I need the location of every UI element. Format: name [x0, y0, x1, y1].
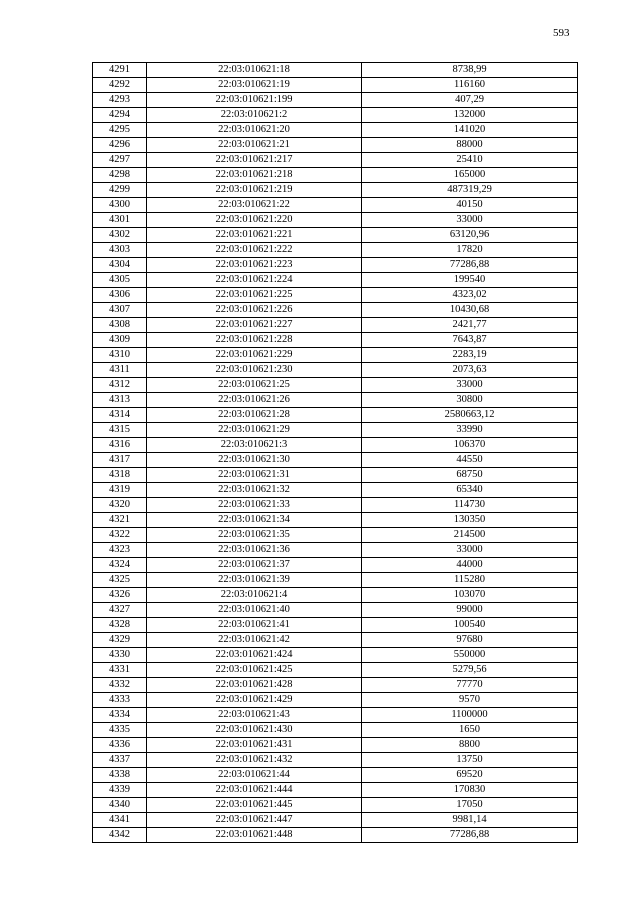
value-cell: 63120,96: [362, 228, 578, 243]
value-cell: 77770: [362, 678, 578, 693]
table-row: [93, 288, 578, 303]
value-cell: 77286,88: [362, 258, 578, 273]
row-number-cell: 4319: [93, 483, 147, 498]
row-number-cell: 4317: [93, 453, 147, 468]
cadastral-number-cell: 22:03:010621:228: [147, 333, 362, 348]
value-cell: 141020: [362, 123, 578, 138]
cadastral-number-cell: 22:03:010621:26: [147, 393, 362, 408]
row-number-cell: 4291: [93, 63, 147, 78]
row-number-cell: 4311: [93, 363, 147, 378]
table-row: [93, 588, 578, 603]
row-number-cell: 4323: [93, 543, 147, 558]
cadastral-number-cell: 22:03:010621:29: [147, 423, 362, 438]
cadastral-number-cell: 22:03:010621:225: [147, 288, 362, 303]
cadastral-number-cell: 22:03:010621:19: [147, 78, 362, 93]
row-number-cell: 4306: [93, 288, 147, 303]
cadastral-number-cell: 22:03:010621:218: [147, 168, 362, 183]
table-row: [93, 393, 578, 408]
table-row: [93, 93, 578, 108]
table-row: [93, 738, 578, 753]
row-number-cell: 4307: [93, 303, 147, 318]
row-number-cell: 4326: [93, 588, 147, 603]
cadastral-number-cell: 22:03:010621:3: [147, 438, 362, 453]
page-number: 593: [553, 27, 570, 39]
cadastral-number-cell: 22:03:010621:227: [147, 318, 362, 333]
cadastral-number-cell: 22:03:010621:448: [147, 828, 362, 843]
row-number-cell: 4336: [93, 738, 147, 753]
row-number-cell: 4322: [93, 528, 147, 543]
row-number-cell: 4308: [93, 318, 147, 333]
table-row: [93, 573, 578, 588]
cadastral-number-cell: 22:03:010621:28: [147, 408, 362, 423]
cadastral-number-cell: 22:03:010621:37: [147, 558, 362, 573]
table-row: [93, 813, 578, 828]
table-row: [93, 558, 578, 573]
cadastral-number-cell: 22:03:010621:432: [147, 753, 362, 768]
cadastral-number-cell: 22:03:010621:429: [147, 693, 362, 708]
cadastral-number-cell: 22:03:010621:39: [147, 573, 362, 588]
table-row: [93, 693, 578, 708]
table-row: [93, 273, 578, 288]
data-table: [92, 62, 578, 843]
row-number-cell: 4337: [93, 753, 147, 768]
cadastral-number-cell: 22:03:010621:223: [147, 258, 362, 273]
cadastral-number-cell: 22:03:010621:220: [147, 213, 362, 228]
table-row: [93, 258, 578, 273]
value-cell: 77286,88: [362, 828, 578, 843]
table-row: [93, 138, 578, 153]
value-cell: 1650: [362, 723, 578, 738]
value-cell: 106370: [362, 438, 578, 453]
table-row: [93, 708, 578, 723]
table-row: [93, 678, 578, 693]
value-cell: 4323,02: [362, 288, 578, 303]
row-number-cell: 4325: [93, 573, 147, 588]
table-row: [93, 108, 578, 123]
row-number-cell: 4338: [93, 768, 147, 783]
value-cell: 40150: [362, 198, 578, 213]
cadastral-number-cell: 22:03:010621:43: [147, 708, 362, 723]
value-cell: 2421,77: [362, 318, 578, 333]
table-row: [93, 723, 578, 738]
cadastral-number-cell: 22:03:010621:44: [147, 768, 362, 783]
cadastral-number-cell: 22:03:010621:30: [147, 453, 362, 468]
cadastral-number-cell: 22:03:010621:33: [147, 498, 362, 513]
table-row: [93, 543, 578, 558]
value-cell: 550000: [362, 648, 578, 663]
value-cell: 114730: [362, 498, 578, 513]
value-cell: 69520: [362, 768, 578, 783]
table-row: [93, 363, 578, 378]
table-row: [93, 648, 578, 663]
row-number-cell: 4304: [93, 258, 147, 273]
value-cell: 44000: [362, 558, 578, 573]
row-number-cell: 4310: [93, 348, 147, 363]
cadastral-number-cell: 22:03:010621:445: [147, 798, 362, 813]
value-cell: 2283,19: [362, 348, 578, 363]
value-cell: 44550: [362, 453, 578, 468]
value-cell: 103070: [362, 588, 578, 603]
row-number-cell: 4293: [93, 93, 147, 108]
row-number-cell: 4315: [93, 423, 147, 438]
value-cell: 2580663,12: [362, 408, 578, 423]
value-cell: 88000: [362, 138, 578, 153]
value-cell: 214500: [362, 528, 578, 543]
value-cell: 33000: [362, 543, 578, 558]
cadastral-number-cell: 22:03:010621:22: [147, 198, 362, 213]
value-cell: 25410: [362, 153, 578, 168]
cadastral-number-cell: 22:03:010621:25: [147, 378, 362, 393]
cadastral-number-cell: 22:03:010621:447: [147, 813, 362, 828]
value-cell: 1100000: [362, 708, 578, 723]
cadastral-number-cell: 22:03:010621:199: [147, 93, 362, 108]
table-row: [93, 618, 578, 633]
table-row: [93, 408, 578, 423]
table-row: [93, 498, 578, 513]
table-row: [93, 753, 578, 768]
value-cell: 33990: [362, 423, 578, 438]
value-cell: 30800: [362, 393, 578, 408]
value-cell: 115280: [362, 573, 578, 588]
value-cell: 68750: [362, 468, 578, 483]
table-row: [93, 153, 578, 168]
table-row: [93, 453, 578, 468]
table-row: [93, 183, 578, 198]
table-row: [93, 603, 578, 618]
cadastral-number-cell: 22:03:010621:34: [147, 513, 362, 528]
value-cell: 487319,29: [362, 183, 578, 198]
row-number-cell: 4329: [93, 633, 147, 648]
row-number-cell: 4309: [93, 333, 147, 348]
value-cell: 8738,99: [362, 63, 578, 78]
row-number-cell: 4297: [93, 153, 147, 168]
value-cell: 5279,56: [362, 663, 578, 678]
value-cell: 17820: [362, 243, 578, 258]
table-row: [93, 213, 578, 228]
cadastral-number-cell: 22:03:010621:41: [147, 618, 362, 633]
value-cell: 10430,68: [362, 303, 578, 318]
value-cell: 165000: [362, 168, 578, 183]
value-cell: 99000: [362, 603, 578, 618]
cadastral-number-cell: 22:03:010621:430: [147, 723, 362, 738]
value-cell: 13750: [362, 753, 578, 768]
cadastral-number-cell: 22:03:010621:35: [147, 528, 362, 543]
value-cell: 8800: [362, 738, 578, 753]
table-row: [93, 633, 578, 648]
cadastral-number-cell: 22:03:010621:32: [147, 483, 362, 498]
value-cell: 116160: [362, 78, 578, 93]
cadastral-number-cell: 22:03:010621:425: [147, 663, 362, 678]
table-row: [93, 243, 578, 258]
table-row: [93, 828, 578, 843]
cadastral-number-cell: 22:03:010621:224: [147, 273, 362, 288]
value-cell: 130350: [362, 513, 578, 528]
table-row: [93, 423, 578, 438]
table-row: [93, 378, 578, 393]
cadastral-number-cell: 22:03:010621:222: [147, 243, 362, 258]
table-row: [93, 333, 578, 348]
cadastral-number-cell: 22:03:010621:31: [147, 468, 362, 483]
row-number-cell: 4340: [93, 798, 147, 813]
row-number-cell: 4299: [93, 183, 147, 198]
table-row: [93, 228, 578, 243]
row-number-cell: 4334: [93, 708, 147, 723]
table-row: [93, 348, 578, 363]
row-number-cell: 4333: [93, 693, 147, 708]
value-cell: 9981,14: [362, 813, 578, 828]
value-cell: 100540: [362, 618, 578, 633]
cadastral-number-cell: 22:03:010621:424: [147, 648, 362, 663]
table-row: [93, 123, 578, 138]
row-number-cell: 4331: [93, 663, 147, 678]
row-number-cell: 4316: [93, 438, 147, 453]
row-number-cell: 4303: [93, 243, 147, 258]
cadastral-number-cell: 22:03:010621:21: [147, 138, 362, 153]
row-number-cell: 4342: [93, 828, 147, 843]
table-row: [93, 483, 578, 498]
table-row: [93, 198, 578, 213]
value-cell: 7643,87: [362, 333, 578, 348]
table-body: [93, 63, 578, 843]
row-number-cell: 4327: [93, 603, 147, 618]
row-number-cell: 4335: [93, 723, 147, 738]
cadastral-number-cell: 22:03:010621:444: [147, 783, 362, 798]
row-number-cell: 4302: [93, 228, 147, 243]
table-row: [93, 78, 578, 93]
row-number-cell: 4341: [93, 813, 147, 828]
value-cell: 407,29: [362, 93, 578, 108]
value-cell: 33000: [362, 213, 578, 228]
table-row: [93, 303, 578, 318]
value-cell: 199540: [362, 273, 578, 288]
cadastral-number-cell: 22:03:010621:226: [147, 303, 362, 318]
cadastral-number-cell: 22:03:010621:219: [147, 183, 362, 198]
value-cell: 170830: [362, 783, 578, 798]
value-cell: 132000: [362, 108, 578, 123]
row-number-cell: 4328: [93, 618, 147, 633]
row-number-cell: 4294: [93, 108, 147, 123]
cadastral-number-cell: 22:03:010621:217: [147, 153, 362, 168]
table-row: [93, 318, 578, 333]
table-row: [93, 798, 578, 813]
row-number-cell: 4300: [93, 198, 147, 213]
row-number-cell: 4320: [93, 498, 147, 513]
cadastral-number-cell: 22:03:010621:40: [147, 603, 362, 618]
table-row: [93, 438, 578, 453]
value-cell: 65340: [362, 483, 578, 498]
table-row: [93, 63, 578, 78]
table-row: [93, 528, 578, 543]
cadastral-number-cell: 22:03:010621:20: [147, 123, 362, 138]
table-row: [93, 168, 578, 183]
table-row: [93, 783, 578, 798]
row-number-cell: 4318: [93, 468, 147, 483]
cadastral-number-cell: 22:03:010621:229: [147, 348, 362, 363]
row-number-cell: 4339: [93, 783, 147, 798]
value-cell: 9570: [362, 693, 578, 708]
cadastral-number-cell: 22:03:010621:18: [147, 63, 362, 78]
cadastral-number-cell: 22:03:010621:36: [147, 543, 362, 558]
row-number-cell: 4314: [93, 408, 147, 423]
row-number-cell: 4313: [93, 393, 147, 408]
row-number-cell: 4330: [93, 648, 147, 663]
row-number-cell: 4292: [93, 78, 147, 93]
row-number-cell: 4332: [93, 678, 147, 693]
row-number-cell: 4312: [93, 378, 147, 393]
row-number-cell: 4298: [93, 168, 147, 183]
cadastral-number-cell: 22:03:010621:221: [147, 228, 362, 243]
table-row: [93, 663, 578, 678]
value-cell: 2073,63: [362, 363, 578, 378]
table-row: [93, 768, 578, 783]
row-number-cell: 4295: [93, 123, 147, 138]
cadastral-number-cell: 22:03:010621:2: [147, 108, 362, 123]
cadastral-number-cell: 22:03:010621:428: [147, 678, 362, 693]
row-number-cell: 4324: [93, 558, 147, 573]
row-number-cell: 4296: [93, 138, 147, 153]
cadastral-number-cell: 22:03:010621:431: [147, 738, 362, 753]
cadastral-number-cell: 22:03:010621:4: [147, 588, 362, 603]
table-row: [93, 513, 578, 528]
cadastral-number-cell: 22:03:010621:230: [147, 363, 362, 378]
value-cell: 97680: [362, 633, 578, 648]
row-number-cell: 4301: [93, 213, 147, 228]
value-cell: 17050: [362, 798, 578, 813]
table-row: [93, 468, 578, 483]
row-number-cell: 4305: [93, 273, 147, 288]
cadastral-number-cell: 22:03:010621:42: [147, 633, 362, 648]
row-number-cell: 4321: [93, 513, 147, 528]
value-cell: 33000: [362, 378, 578, 393]
